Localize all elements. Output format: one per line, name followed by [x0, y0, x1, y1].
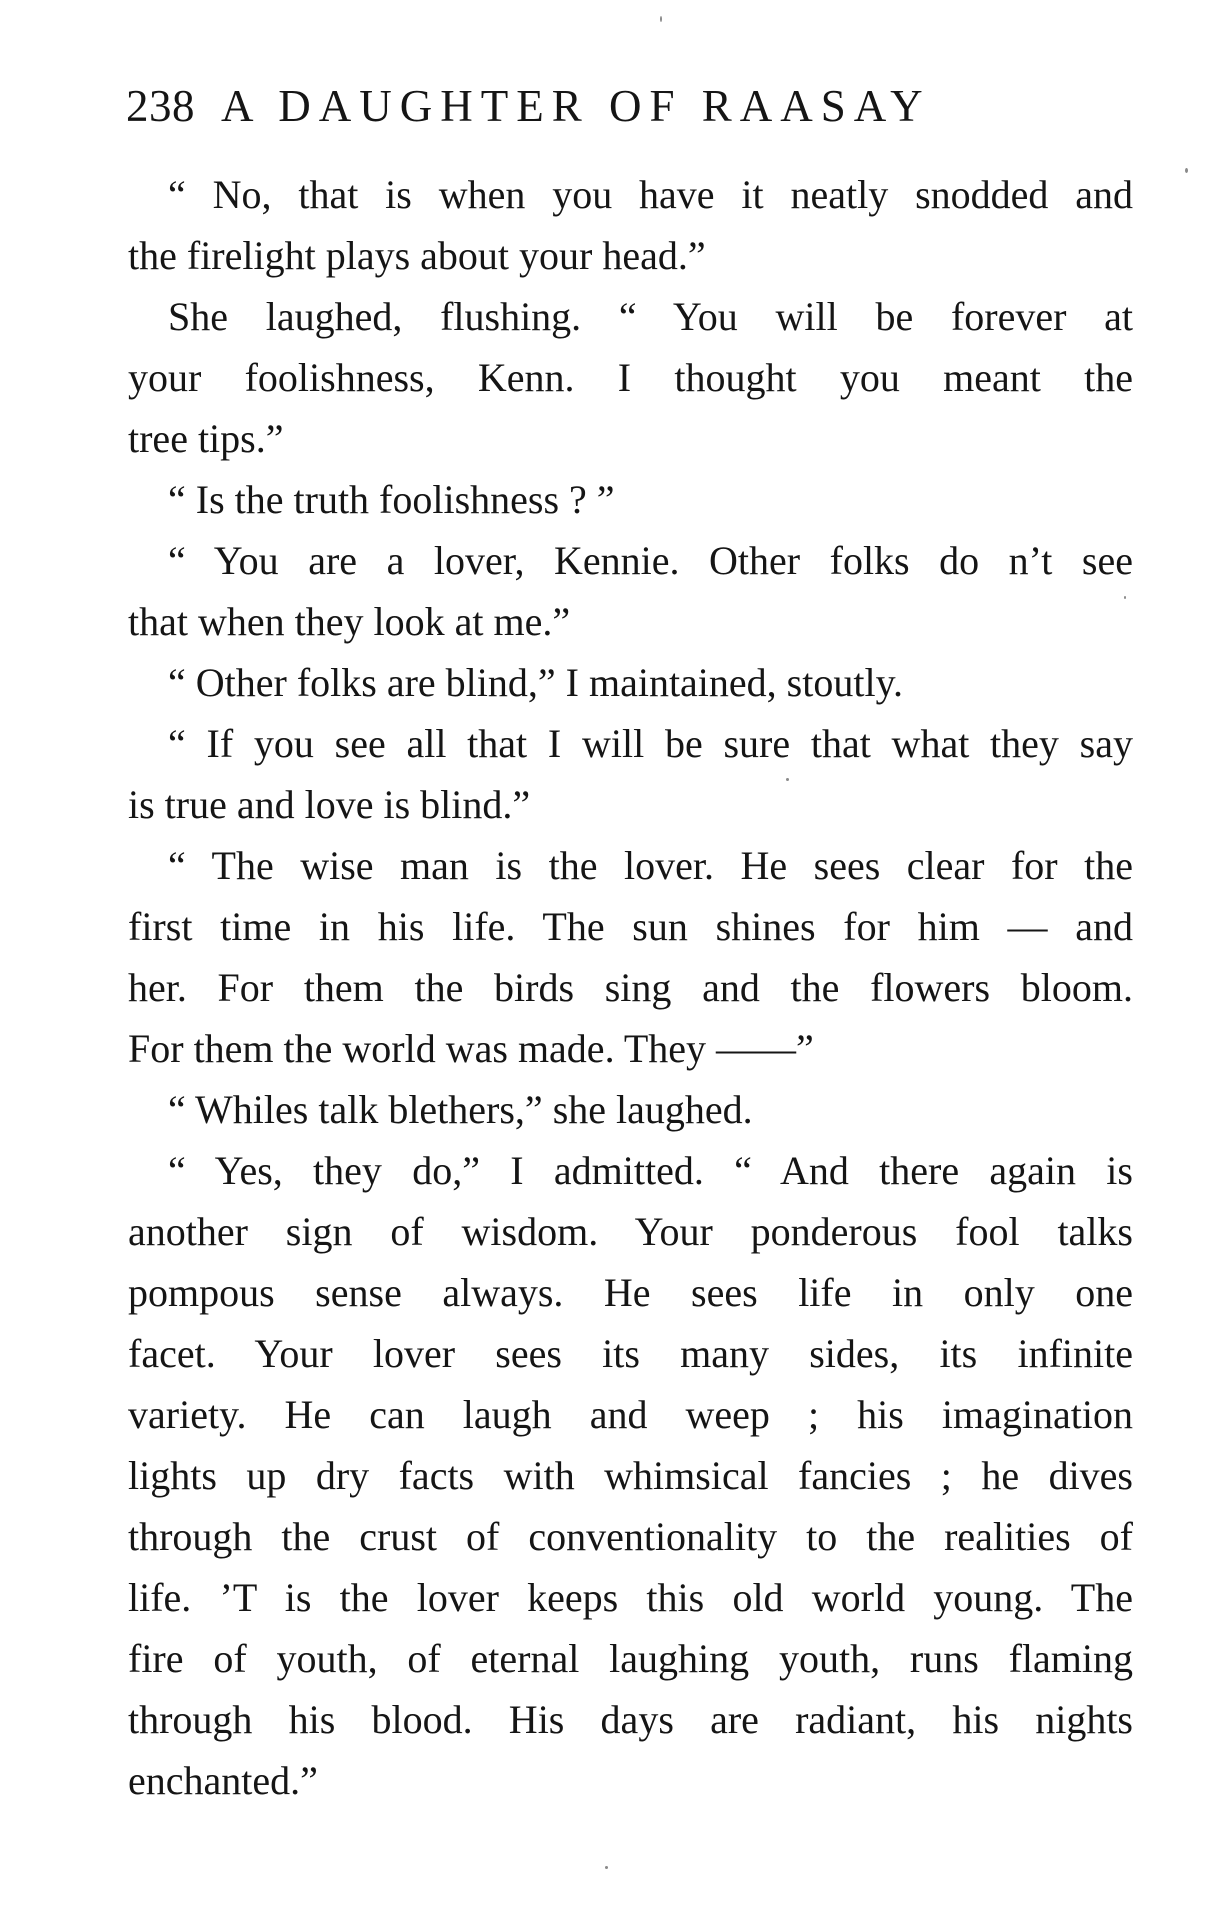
text-line: “ Whiles talk blethers,” she laughed. [168, 1087, 753, 1132]
text-line: pompous sense always. He sees life in only one [128, 1270, 1133, 1315]
text-line: fire of youth, of eternal laughing youth, runs flaming [128, 1636, 1133, 1681]
text-line: life. ’T is the lover keeps this old world young. The [128, 1575, 1133, 1620]
text-line: tree tips.” [128, 416, 284, 461]
text-line: “ Other folks are blind,” I maintained, stoutly. [168, 660, 903, 705]
text-line: “ No, that is when you have it neatly snodded and [168, 172, 1133, 217]
text-line: facet. Your lover sees its many sides, its infinite [128, 1331, 1133, 1376]
text-line: “ The wise man is the lover. He sees clear for the [168, 843, 1133, 888]
paper-speck [660, 16, 662, 22]
text-line: is true and love is blind.” [128, 782, 531, 827]
text-line: For them the world was made. They ——” [128, 1026, 814, 1071]
text-line: through the crust of conventionality to the realities of [128, 1514, 1133, 1559]
text-line: through his blood. His days are radiant, his nights [128, 1697, 1133, 1742]
text-line: her. For them the birds sing and the flowers bloom. [128, 965, 1133, 1010]
text-line: lights up dry facts with whimsical fancies ; he dives [128, 1453, 1133, 1498]
text-line: “ You are a lover, Kennie. Other folks do n’t see [168, 538, 1133, 583]
text-line: “ Is the truth foolishness ? ” [168, 477, 615, 522]
text-line: the firelight plays about your head.” [128, 233, 706, 278]
paper-speck [1124, 596, 1126, 599]
text-line: variety. He can laugh and weep ; his imagination [128, 1392, 1133, 1437]
text-line: “ Yes, they do,” I admitted. “ And there again is [168, 1148, 1133, 1193]
text-line: first time in his life. The sun shines for him — and [128, 904, 1133, 949]
text-line: “ If you see all that I will be sure that what they say [168, 721, 1133, 766]
body-text [128, 164, 1133, 1811]
running-head [126, 76, 1126, 136]
book-title: A DAUGHTER OF RAASAY [221, 81, 931, 131]
text-line: that when they look at me.” [128, 599, 571, 644]
text-line: She laughed, flushing. “ You will be forever at [168, 294, 1133, 339]
text-line: another sign of wisdom. Your ponderous fool talks [128, 1209, 1133, 1254]
text-line: enchanted.” [128, 1758, 318, 1803]
text-line: your foolishness, Kenn. I thought you meant the [128, 355, 1133, 400]
paper-speck [605, 1866, 608, 1869]
page-number: 238 [126, 81, 195, 131]
paper-speck [786, 778, 789, 781]
paper-speck [1185, 168, 1188, 173]
